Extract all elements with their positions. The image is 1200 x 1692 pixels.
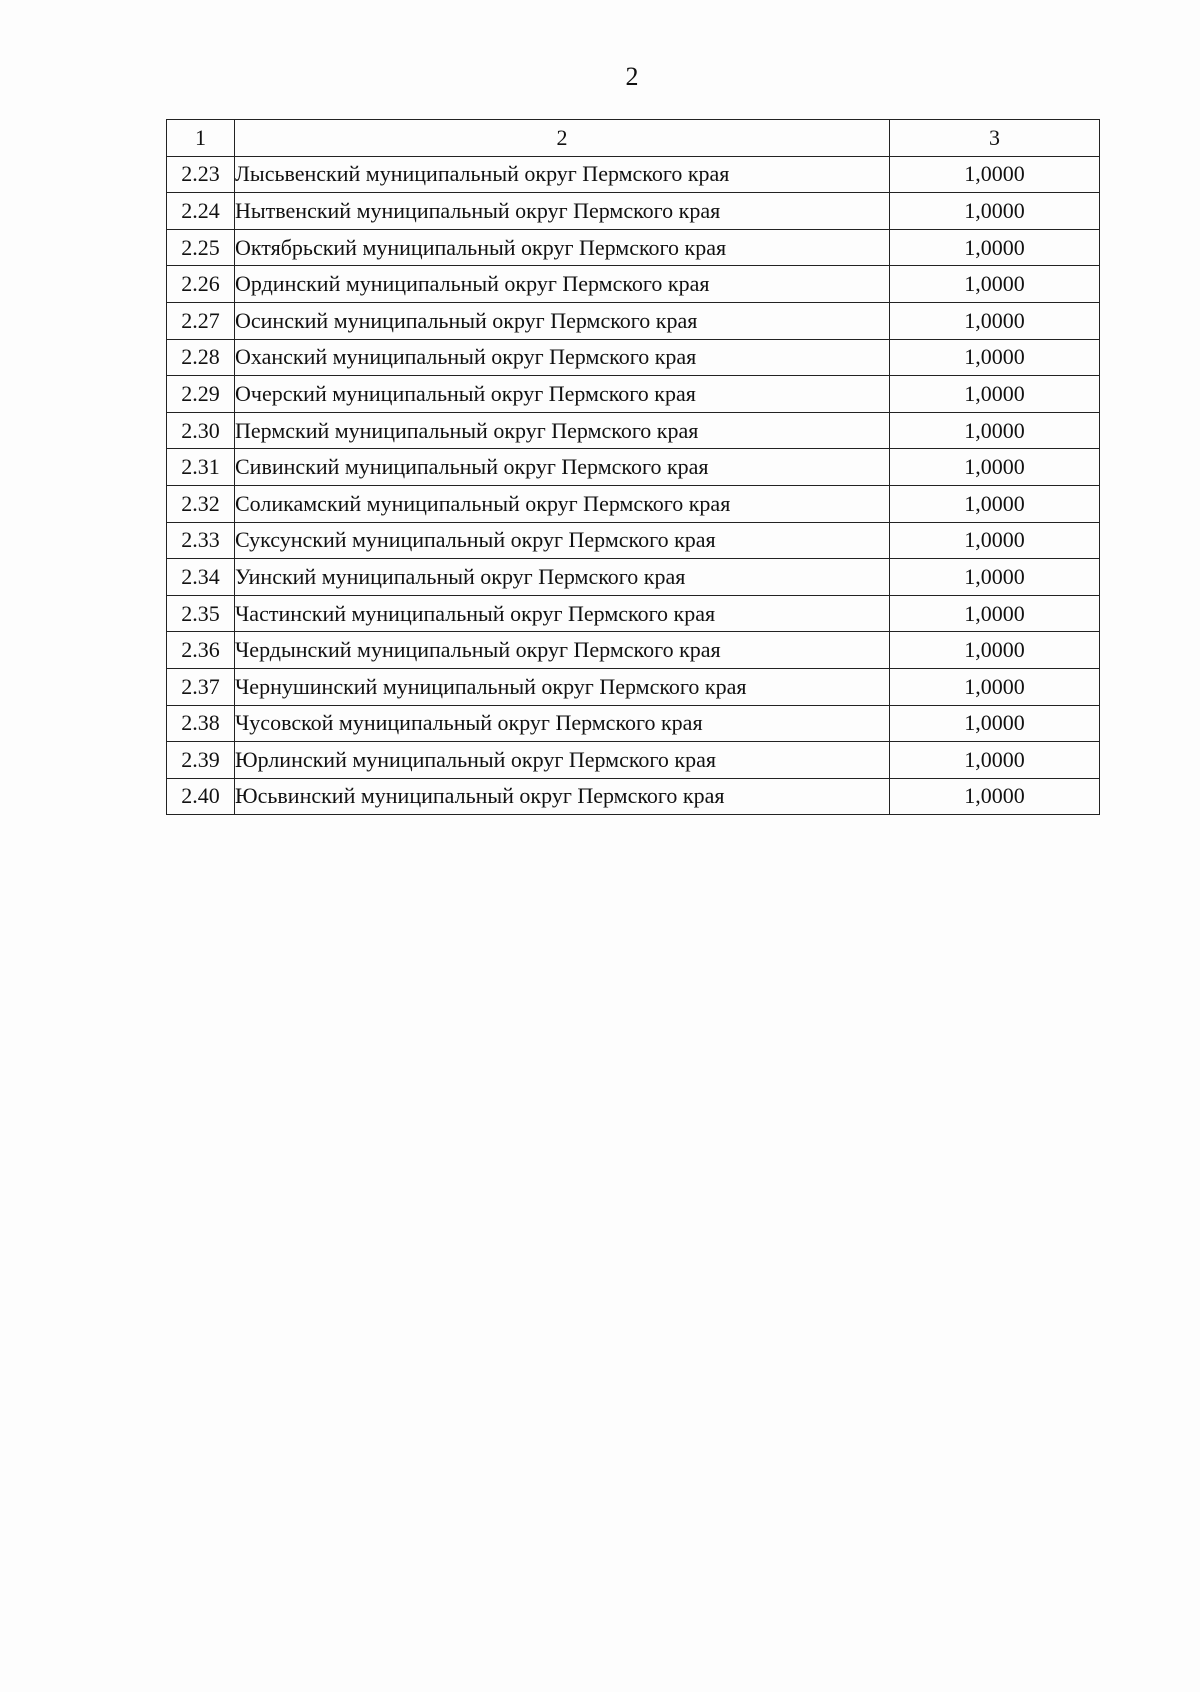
municipality-name-cell: Пермский муниципальный округ Пермского края (235, 412, 890, 449)
row-number-cell: 2.31 (167, 449, 235, 486)
row-number-cell: 2.30 (167, 412, 235, 449)
municipality-name-cell: Лысьвенский муниципальный округ Пермского края (235, 156, 890, 193)
coefficient-value-cell: 1,0000 (890, 449, 1100, 486)
coefficient-value-cell: 1,0000 (890, 302, 1100, 339)
table-row (167, 668, 1100, 705)
municipality-name-cell: Чусовской муниципальный округ Пермского края (235, 705, 890, 742)
row-number-cell: 2.32 (167, 485, 235, 522)
row-number-cell: 2.38 (167, 705, 235, 742)
table-row (167, 302, 1100, 339)
table-row (167, 595, 1100, 632)
table-row (167, 266, 1100, 303)
municipality-name-cell: Юсьвинский муниципальный округ Пермского края (235, 778, 890, 815)
coefficient-value-cell: 1,0000 (890, 632, 1100, 669)
municipality-name-cell: Октябрьский муниципальный округ Пермского края (235, 229, 890, 266)
row-number-cell: 2.39 (167, 742, 235, 779)
column-header-2: 2 (235, 120, 890, 157)
row-number-cell: 2.40 (167, 778, 235, 815)
municipality-name-cell: Осинский муниципальный округ Пермского края (235, 302, 890, 339)
table-row (167, 485, 1100, 522)
coefficient-value-cell: 1,0000 (890, 485, 1100, 522)
row-number-cell: 2.28 (167, 339, 235, 376)
coefficient-value-cell: 1,0000 (890, 412, 1100, 449)
table-row (167, 449, 1100, 486)
coefficient-value-cell: 1,0000 (890, 742, 1100, 779)
table-body (167, 120, 1100, 815)
page-number: 2 (625, 62, 639, 91)
table-row (167, 742, 1100, 779)
coefficient-value-cell: 1,0000 (890, 229, 1100, 266)
table-header-row (167, 120, 1100, 157)
municipality-name-cell: Ординский муниципальный округ Пермского края (235, 266, 890, 303)
coefficients-table (166, 119, 1100, 815)
coefficient-value-cell: 1,0000 (890, 595, 1100, 632)
table-row (167, 339, 1100, 376)
column-header-1: 1 (167, 120, 235, 157)
coefficient-value-cell: 1,0000 (890, 193, 1100, 230)
row-number-cell: 2.34 (167, 559, 235, 596)
table-row (167, 412, 1100, 449)
coefficient-value-cell: 1,0000 (890, 705, 1100, 742)
row-number-cell: 2.29 (167, 376, 235, 413)
coefficient-value-cell: 1,0000 (890, 559, 1100, 596)
coefficient-value-cell: 1,0000 (890, 668, 1100, 705)
municipality-name-cell: Уинский муниципальный округ Пермского края (235, 559, 890, 596)
row-number-cell: 2.35 (167, 595, 235, 632)
municipality-name-cell: Очерский муниципальный округ Пермского края (235, 376, 890, 413)
municipality-name-cell: Чернушинский муниципальный округ Пермского края (235, 668, 890, 705)
municipality-name-cell: Сивинский муниципальный округ Пермского края (235, 449, 890, 486)
municipality-name-cell: Нытвенский муниципальный округ Пермского края (235, 193, 890, 230)
municipality-name-cell: Частинский муниципальный округ Пермского края (235, 595, 890, 632)
table-row (167, 559, 1100, 596)
row-number-cell: 2.26 (167, 266, 235, 303)
table-row (167, 705, 1100, 742)
coefficient-value-cell: 1,0000 (890, 778, 1100, 815)
coefficient-value-cell: 1,0000 (890, 522, 1100, 559)
table-row (167, 156, 1100, 193)
table-row (167, 376, 1100, 413)
column-header-3: 3 (890, 120, 1100, 157)
municipality-name-cell: Юрлинский муниципальный округ Пермского края (235, 742, 890, 779)
row-number-cell: 2.37 (167, 668, 235, 705)
table-row (167, 229, 1100, 266)
table-row (167, 522, 1100, 559)
row-number-cell: 2.23 (167, 156, 235, 193)
row-number-cell: 2.25 (167, 229, 235, 266)
row-number-cell: 2.36 (167, 632, 235, 669)
municipality-name-cell: Оханский муниципальный округ Пермского края (235, 339, 890, 376)
table-row (167, 193, 1100, 230)
municipality-name-cell: Соликамский муниципальный округ Пермского края (235, 485, 890, 522)
row-number-cell: 2.33 (167, 522, 235, 559)
coefficient-value-cell: 1,0000 (890, 266, 1100, 303)
coefficient-value-cell: 1,0000 (890, 156, 1100, 193)
row-number-cell: 2.24 (167, 193, 235, 230)
table-row (167, 778, 1100, 815)
coefficient-value-cell: 1,0000 (890, 376, 1100, 413)
municipality-name-cell: Чердынский муниципальный округ Пермского края (235, 632, 890, 669)
row-number-cell: 2.27 (167, 302, 235, 339)
municipality-name-cell: Суксунский муниципальный округ Пермского края (235, 522, 890, 559)
coefficient-value-cell: 1,0000 (890, 339, 1100, 376)
table-row (167, 632, 1100, 669)
